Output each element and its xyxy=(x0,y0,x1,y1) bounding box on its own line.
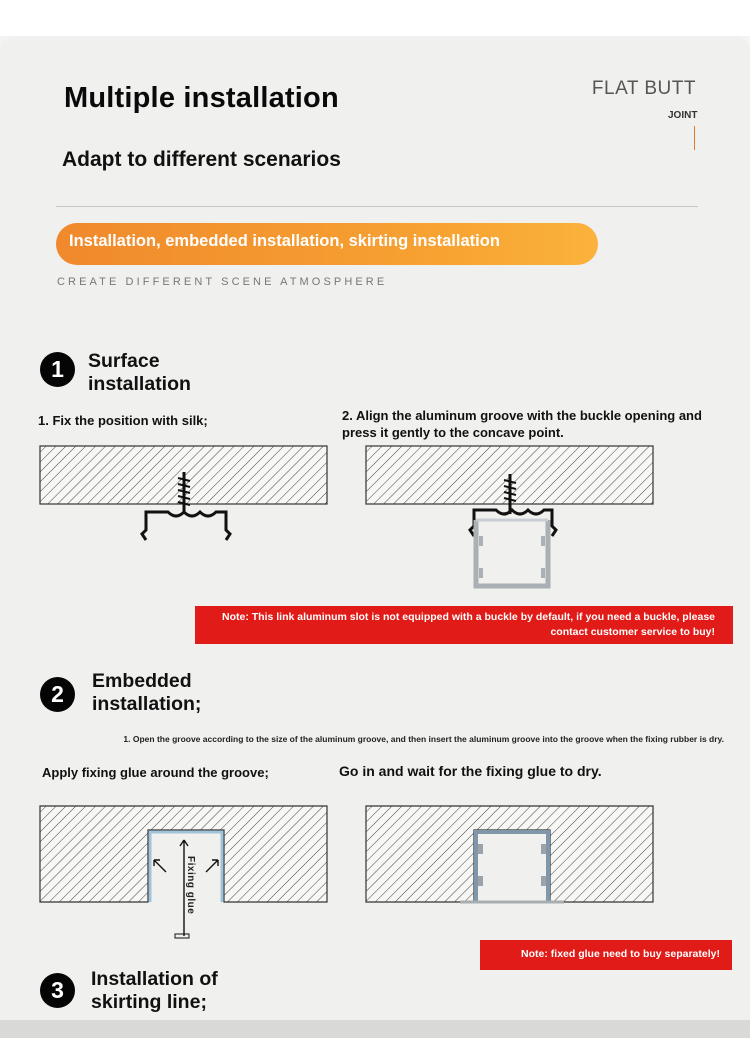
aluminum-profile xyxy=(460,832,564,902)
embedded-intro: 1. Open the groove according to the size of the aluminum groove, and then insert the aluminum groove into the groove when the fixing rubber is dry. xyxy=(123,734,724,744)
surface-step1-diagram xyxy=(38,444,330,544)
section-title-skirting: Installation of skirting line; xyxy=(91,968,218,1013)
installation-types-banner: Installation, embedded installation, skirting installation xyxy=(56,223,598,265)
divider xyxy=(56,206,698,207)
top-band xyxy=(0,0,750,36)
buckle-note: Note: This link aluminum slot is not equipped with a buckle by default, if you need a buckle, please contact customer service to buy! xyxy=(195,606,733,644)
step-fix-position: 1. Fix the position with silk; xyxy=(38,413,208,428)
tagline: CREATE DIFFERENT SCENE ATMOSPHERE xyxy=(57,276,388,288)
section-title-surface: Surface installation xyxy=(88,350,191,395)
brand-text-top: FLAT BUTT xyxy=(591,78,696,99)
step-align-groove: 2. Align the aluminum groove with the buckle opening and press it gently to the concave point. xyxy=(342,408,702,440)
section-number-3: 3 xyxy=(40,973,75,1008)
section-number-2: 2 xyxy=(40,677,75,712)
bottom-band xyxy=(0,1020,750,1038)
brand-text-bottom: JOINT xyxy=(668,110,698,121)
page-title: Multiple installation xyxy=(64,82,339,114)
ceiling-with-groove xyxy=(366,806,653,902)
glue-note: Note: fixed glue need to buy separately! xyxy=(480,940,732,970)
surface-step2-diagram xyxy=(364,444,656,594)
embedded-step2-diagram xyxy=(364,804,656,914)
aluminum-profile xyxy=(476,520,548,586)
fixing-glue-label: Fixing glue xyxy=(185,856,196,915)
buckle-clip xyxy=(142,512,230,540)
step-wait-dry: Go in and wait for the fixing glue to dry. xyxy=(339,763,602,779)
section-number-1: 1 xyxy=(40,352,75,387)
buckle-clip xyxy=(470,510,556,536)
section-title-embedded: Embedded installation; xyxy=(92,670,202,715)
brand-accent-line xyxy=(694,126,695,150)
step-apply-glue: Apply fixing glue around the groove; xyxy=(42,765,269,780)
page-subtitle: Adapt to different scenarios xyxy=(62,148,341,171)
